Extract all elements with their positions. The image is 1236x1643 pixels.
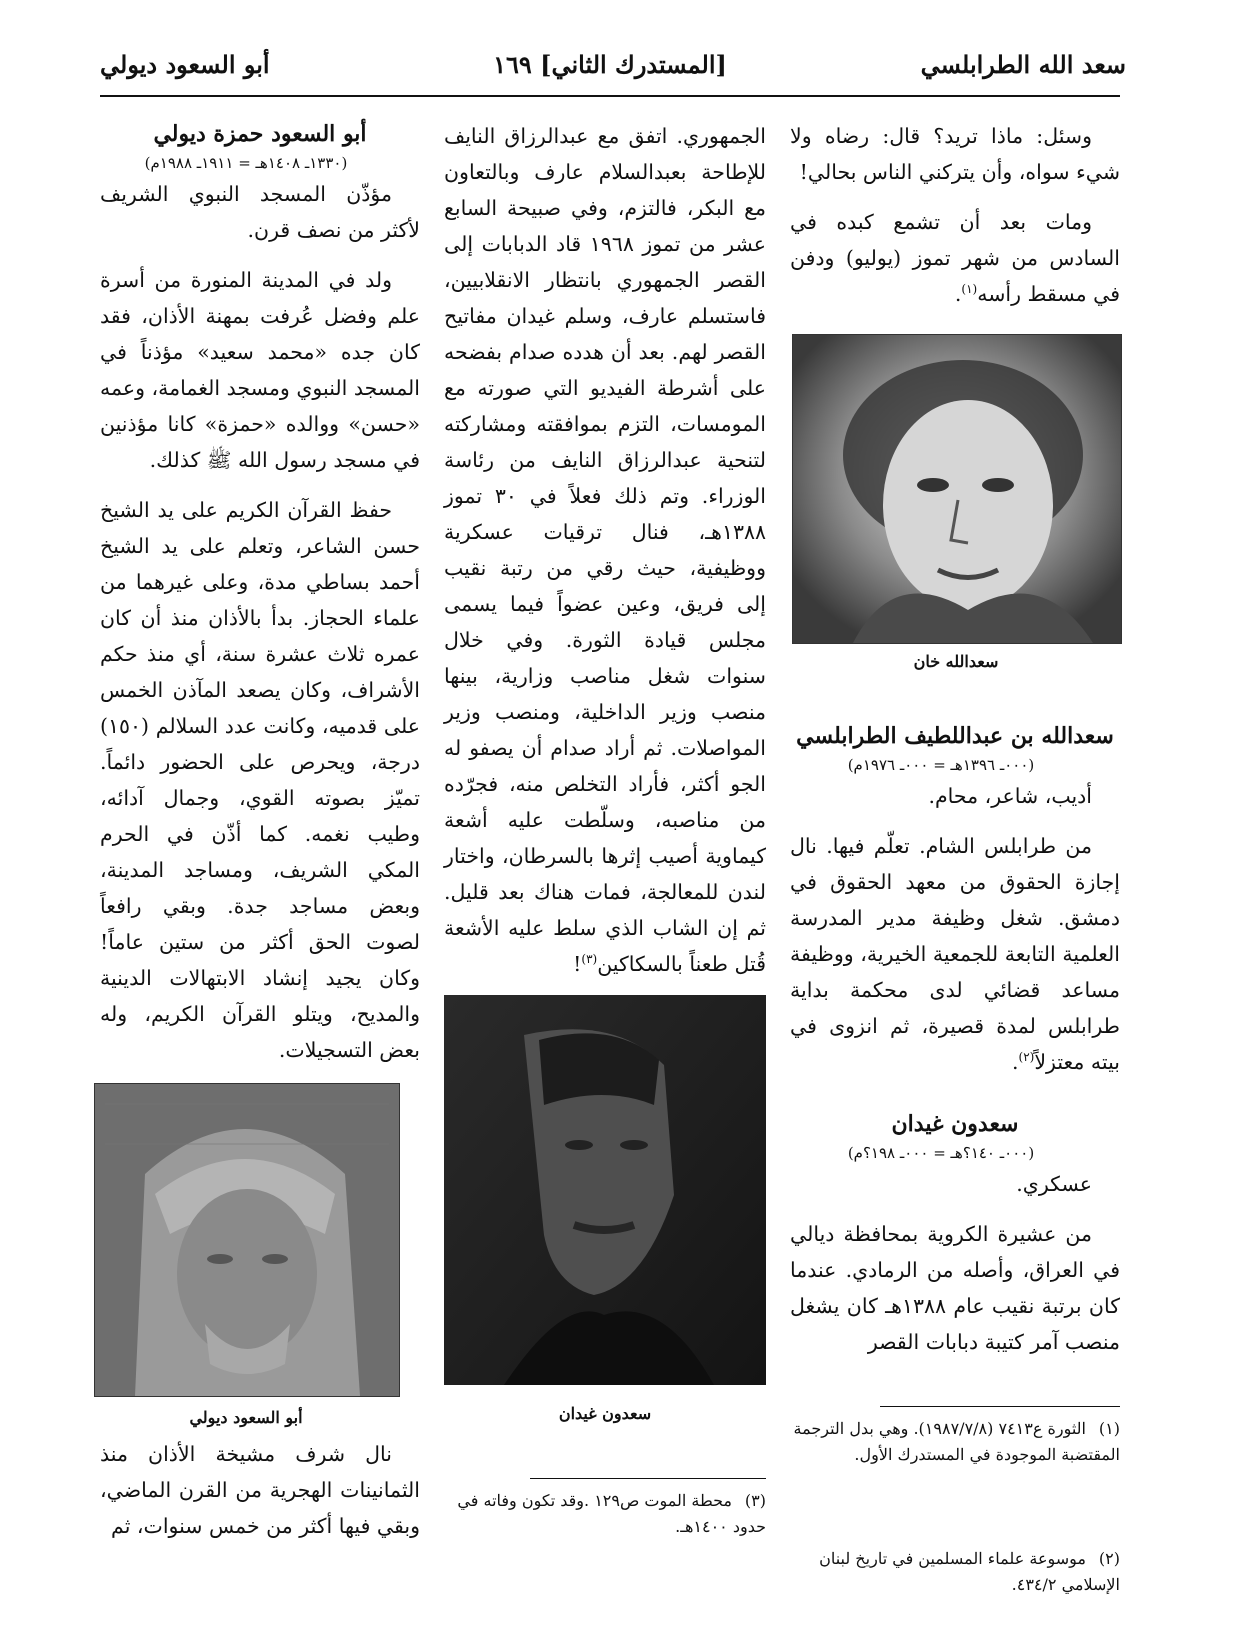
entry-bio-deewali-1: ولد في المدينة المنورة من أسرة علم وفضل عُرفت بمهنة الأذان، فقد كان جده «محمد سعيد» مؤذناً في المسجد النبوي ومسجد الغمامة، وعمه «حسن» ووالده «حمزة» كانا مؤذنين في مسجد رسول الله ﷺ كذلك. xyxy=(100,268,420,472)
entry-bio-ghaidan: من عشيرة الكروية بمحافظة ديالي في العراق، وأصله من الرمادي. عندما كان برتبة نقيب عام ١٣٨٨هـ كان يشغل منصب آمر كتيبة دبابات القصر xyxy=(790,1222,1120,1354)
header-rule xyxy=(100,95,1120,97)
footnote-rule-right xyxy=(880,1406,1120,1407)
footnote-number-3: (٣) xyxy=(744,1491,766,1510)
footnote-text-2: موسوعة علماء المسلمين في تاريخ لبنان الإسلامي ٤٣٤/٢. xyxy=(819,1549,1120,1594)
entry-bio-deewali-3: نال شرف مشيخة الأذان منذ الثمانينات الهجرية من القرن الماضي، وبقي فيها أكثر من خمس سنوات، ثم xyxy=(100,1442,420,1538)
left-column xyxy=(100,118,420,1068)
portrait-image xyxy=(95,1084,399,1396)
footnote-number-1: (١) xyxy=(1098,1419,1120,1438)
footnote-3 xyxy=(444,1488,766,1540)
footnote-number-2: (٢) xyxy=(1098,1549,1120,1568)
entry-dates-deewali: (١٣٣٠ـ ١٤٠٨هـ = ١٩١١ـ ١٩٨٨م) xyxy=(144,154,348,172)
entry-occupation-ghaidan: عسكري. xyxy=(1016,1172,1092,1196)
footnote-rule-middle xyxy=(530,1478,766,1479)
entry-dates-tarabulsi: (٠٠٠ـ ١٣٩٦هـ = ٠٠٠ـ ١٩٧٦م) xyxy=(847,756,1035,774)
entry-tarabulsi xyxy=(790,720,1120,1080)
portrait-photo-saadoun-ghaidan xyxy=(444,995,766,1385)
footnote-ref-1[interactable]: (١) xyxy=(961,282,978,297)
footnote-2 xyxy=(790,1546,1120,1598)
running-header-right: سعد الله الطرابلسي xyxy=(920,50,1126,79)
footnote-text-3: محطة الموت ص١٢٩ .وقد تكون وفاته في حدود ١٤٠٠هـ. xyxy=(457,1491,766,1536)
intro-paragraph-2: ومات بعد أن تشمع كبده في السادس من شهر تموز (يوليو) ودفن في مسقط رأسه$^{(١)}$. xyxy=(790,210,1120,306)
photo-caption-saadoun-ghaidan: سعدون غيدان xyxy=(558,1404,652,1423)
entry-ghaidan xyxy=(790,1108,1120,1360)
right-column xyxy=(790,118,1120,312)
entry-dates-ghaidan: (٠٠٠ـ ١٤٠؟هـ = ٠٠٠ـ ١٩٨؟م) xyxy=(847,1144,1035,1162)
entry-title-tarabulsi: سعدالله بن عبداللطيف الطرابلسي xyxy=(796,723,1114,749)
footnote-ref-3[interactable]: (٣) xyxy=(581,952,598,967)
portrait-photo-saadallah-khan xyxy=(792,334,1122,644)
portrait-image xyxy=(793,335,1121,643)
entry-bio-tarabulsi: من طرابلس الشام. تعلّم فيها. نال إجازة الحقوق من معهد الحقوق في دمشق. شغل وظيفة مدير المدرسة العلمية التابعة للجمعية الخيرية، ووظيفة مساعد قضائي لدى محكمة بداية طرابلس لمدة قصيرة، ثم انزوى في بيته معتزلاً$^{(٢)}$. xyxy=(790,834,1120,1074)
entry-title-ghaidan: سعدون غيدان xyxy=(891,1111,1019,1137)
left-column-bottom xyxy=(100,1436,420,1544)
entry-summary-deewali: مؤذّن المسجد النبوي الشريف لأكثر من نصف قرن. xyxy=(100,182,420,242)
middle-column xyxy=(444,118,766,982)
portrait-image xyxy=(444,995,766,1385)
running-header-center: [المستدرك الثاني] ١٦٩ xyxy=(493,50,727,79)
ghaidan-bio-continued: الجمهوري. اتفق مع عبدالرزاق النايف للإطاحة بعبدالسلام عارف وبالتعاون مع البكر، فالتزم، وفي صبيحة السابع عشر من تموز ١٩٦٨ قاد الدبابات إلى القصر الجمهوري بانتظار الانقلابيين، فاستسلم عارف، وسلم غيدان مفاتيح القصر لهم. بعد أن هدده صدام بفضحه على أشرطة الفيديو التي صورته مع المومسات، التزم بموافقته ومشاركته لتنحية عبدالرزاق النايف من رئاسة الوزراء. وتم ذلك فعلاً في ٣٠ تموز ١٣٨٨هـ، فنال ترقيات عسكرية ووظيفية، حيث رقي من رتبة نقيب إلى فريق، وعين عضواً فيما يسمى مجلس قيادة الثورة. وفي خلال سنوات شغل مناصب وزارية، بينها منصب وزير الداخلية، ومنصب وزير المواصلات. ثم أراد صدام أن يصفو له الجو أكثر، فأراد التخلص منه، فجرّده من مناصبه، وسلّطت عليه أشعة كيماوية أصيب إثرها بالسرطان، واختار لندن للمعالجة، فمات هناك بعد قليل. ثم إن الشاب الذي سلط عليه الأشعة قُتل طعناً بالسكاكين$^{(٣)}$! xyxy=(444,124,766,976)
photo-caption-saadallah-khan: سعدالله خان xyxy=(913,652,999,671)
footnote-ref-2[interactable]: (٢) xyxy=(1018,1050,1035,1065)
photo-caption-abu-al-saud-deewali: أبو السعود ديولي xyxy=(189,1408,303,1427)
footnote-1 xyxy=(790,1416,1120,1468)
running-header-left: أبو السعود ديولي xyxy=(100,50,270,79)
intro-paragraph-1: وسئل: ماذا تريد؟ قال: رضاه ولا شيء سواه، وأن يتركني الناس بحالي! xyxy=(790,124,1120,184)
footnote-text-1: الثورة ع٧٤١٣ (١٩٨٧/٧/٨). وهي بدل الترجمة المقتضبة الموجودة في المستدرك الأول. xyxy=(793,1419,1120,1464)
entry-occupation-tarabulsi: أديب، شاعر، محام. xyxy=(928,784,1092,808)
portrait-photo-abu-al-saud-deewali xyxy=(94,1083,400,1397)
entry-title-deewali: أبو السعود حمزة ديولي xyxy=(153,121,367,147)
entry-bio-deewali-2: حفظ القرآن الكريم على يد الشيخ حسن الشاعر، وتعلم على يد الشيخ أحمد بساطي مدة، وعلى غيرهما من علماء الحجاز. بدأ بالأذان منذ أن كان عمره ثلاث عشرة سنة، أي منذ حكم الأشراف، وكان يصعد المآذن الخمس على قدميه، وكانت عدد السلالم (١٥٠) درجة، ويحرص على الحضور دائماً. تميّز بصوته القوي، وجمال آدائه، وطيب نغمه. كما أذّن في الحرم المكي الشريف، ومساجد المدينة، وبعض مساجد جدة. وبقي رافعاً لصوت الحق أكثر من ستين عاماً! وكان يجيد إنشاد الابتهالات الدينية والمديح، ويتلو القرآن الكريم، وله بعض التسجيلات. xyxy=(100,498,420,1062)
